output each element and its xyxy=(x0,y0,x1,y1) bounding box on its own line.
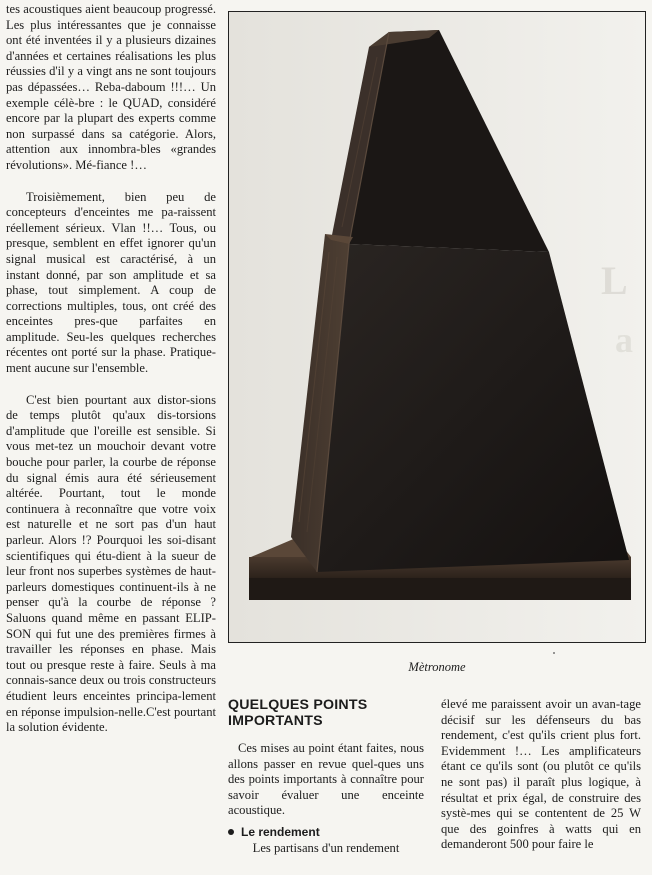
left-paragraph-1: tes acoustiques aient beaucoup progressé. Les plus intéressantes que je connaisse ont été inventées il y a plusieurs dizaines d'années et certaines réalisations les plus réussies d'il y a vingt ans ne sont toujours pas dépassées… Reba-daboum !!!… Un exemple célè-bre : le QUAD, considéré encore par la plupart des experts comme non surpassé dans sa catégorie. Alors, attention aux innombra-bles «grandes révolutions». Mé-fiance !… xyxy=(6,2,216,172)
middle-text-column xyxy=(228,697,424,856)
bullet-heading xyxy=(228,825,424,841)
left-text-column xyxy=(6,2,216,752)
bullet-dot-icon xyxy=(228,829,234,835)
bullet-title: Le rendement xyxy=(241,824,320,839)
left-paragraph-2: Troisièmement, bien peu de concepteurs d'enceintes me pa-raissent réellement sérieux. Vlan !!… Tous, ou presque, semblent en effet ignorer qu'un signal musical est caractérisé, à un instant donné, par son amplitude et sa phase, tout simplement. A coup de corrections multiples, tous, ont créé des enceintes pres-que parfaites en amplitude. Seu-les quelques recherches récentes ont porté sur la phase. Pratique-ment aucune sur l'ensemble. xyxy=(6,189,216,376)
section-heading xyxy=(228,697,424,729)
left-paragraph-3: C'est bien pourtant aux distor-sions de temps plutôt qu'aux dis-torsions d'amplitude que l'oreille est sensible. Si vous met-tez un mouchoir devant votre bouche pour parler, la courbe de réponse du signal émis aura été sérieusement altérée. Pourtant, tout le monde continuera à reconnaître que votre voix est naturelle et ne sort pas d'un haut parleur. Alors !? Pourquoi les soi-disant scientifiques qui étu-dient à la sueur de leur front nos superbes systèmes de haut-parleurs domestiques continuent-ils à ne penser qu'à la courbe de réponse ? Saluons quand même en passant ELIP-SON qui fut une des premières firmes à travailler les réponses en phase. Mais tout ou presque reste à faire. Seuls à ma connais-sance deux ou trois constructeurs étudient leurs enceintes principa-lement en réponse impulsion-nelle.C'est pourtant la solution évidente. xyxy=(6,392,216,735)
svg-text:L: L xyxy=(601,258,628,303)
heading-line-2: IMPORTANTS xyxy=(228,713,323,729)
right-text-column xyxy=(441,697,641,853)
print-speck xyxy=(553,652,555,654)
figure-caption: Mètronome xyxy=(408,660,466,674)
pyramid-speaker-photo xyxy=(229,12,645,642)
svg-text:a: a xyxy=(615,320,633,360)
speaker-photo-frame xyxy=(228,11,646,643)
heading-line-1: QUELQUES POINTS xyxy=(228,697,368,713)
intro-paragraph: Ces mises au point étant faites, nous allons passer en revue quel-ques uns des points importants à connaître pour savoir évaluer une enceinte acoustique. xyxy=(228,741,424,818)
right-paragraph: élevé me paraissent avoir un avan-tage décisif sur les défenseurs du bas rendement, c'est qu'ils crient plus fort. Evidemment !… Les amplificateurs étant ce qu'ils sont (ou plutôt ce qu'ils ne sont pas) il paraît plus logique, à résultat et prix égal, de construire des systè-mes qui se contentent de 25 W que des goinfres à watts qui en demanderont 500 pour faire le xyxy=(441,697,641,852)
bullet-text: Les partisans d'un rendement xyxy=(252,840,400,855)
